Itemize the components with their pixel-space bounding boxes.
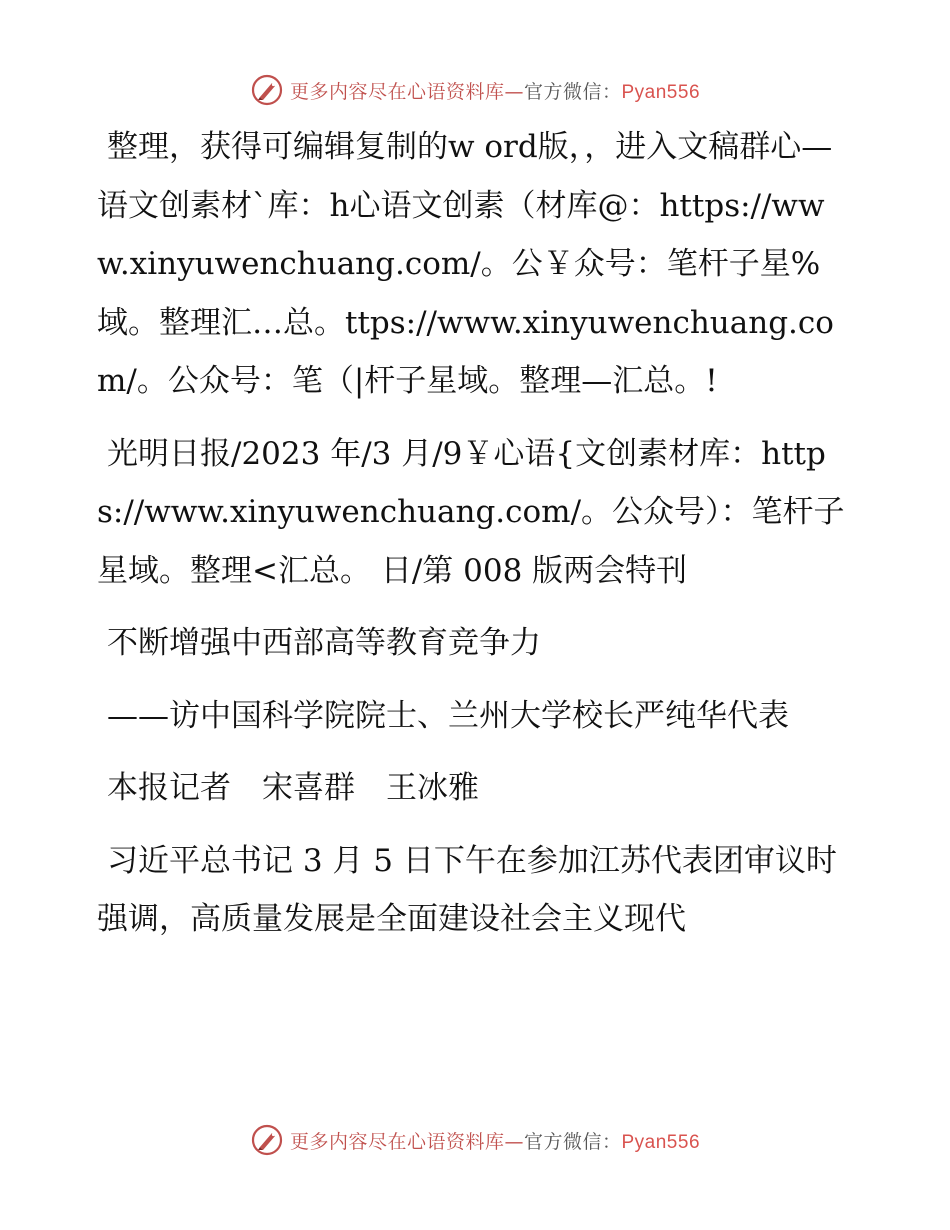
banner-separator: —: [504, 80, 524, 103]
header-banner: [0, 70, 950, 110]
article-byline: 本报记者 宋喜群 王冰雅: [107, 770, 479, 806]
banner-separator: —: [504, 1130, 524, 1153]
banner-site-name: 更多内容尽在心语资料库: [289, 1130, 505, 1153]
banner-wechat-handle: Pyan556: [621, 1131, 701, 1153]
paragraph-watermark-intro: 整理，获得可编辑复制的w ord版，，进入文稿群心—语文创素材`库：h心语文创素（材库@：https://www.xinyuwenchuang.com/。公￥众号：笔杆子星%域。整理汇…总。ttps://www.xinyuwenchuang.com/。公众号：笔（|杆子星域。整理—汇总。!: [97, 129, 834, 399]
banner-wechat-handle: Pyan556: [621, 81, 701, 103]
pen-nib-logo-icon: [250, 1123, 284, 1157]
banner-site-name: 更多内容尽在心语资料库: [289, 80, 505, 103]
banner-content: [250, 1123, 700, 1157]
article-body-paragraph: 习近平总书记 3 月 5 日下午在参加江苏代表团审议时强调，高质量发展是全面建设社会主义现代: [97, 842, 837, 937]
banner-text: [290, 77, 700, 104]
paragraph-source-line: 光明日报/2023 年/3 月/9￥心语{文创素材库：https://www.xinyuwenchuang.com/。公众号）：笔杆子星域。整理<汇总。 日/第 008 版两会特刊: [97, 435, 845, 589]
pen-nib-logo-icon: [250, 73, 284, 107]
footer-banner: [0, 1120, 950, 1160]
banner-content: [250, 73, 700, 107]
article-title: 不断增强中西部高等教育竞争力: [107, 625, 541, 661]
article-subtitle: ——访中国科学院院士、兰州大学校长严纯华代表: [107, 697, 789, 734]
banner-text: [290, 1127, 700, 1154]
banner-wechat-label: 官方微信：: [523, 1130, 622, 1153]
banner-wechat-label: 官方微信：: [523, 80, 622, 103]
document-body: [97, 118, 857, 963]
